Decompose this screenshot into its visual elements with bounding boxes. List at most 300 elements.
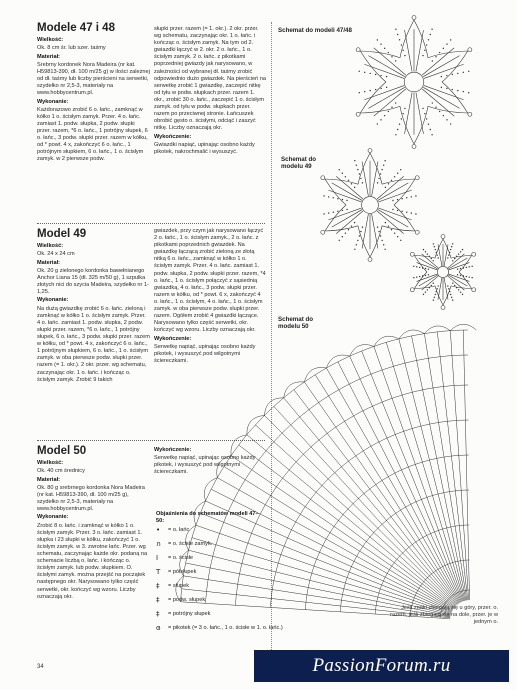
- chain-dot: [359, 173, 360, 174]
- chain-dot: [406, 212, 407, 213]
- size-label: Wielkość:: [37, 243, 64, 249]
- chain-dot: [415, 195, 416, 196]
- chain-dot: [433, 243, 434, 244]
- chain-dot: [450, 39, 451, 40]
- single-crochet-icon: I: [156, 554, 159, 562]
- chain-dot: [357, 169, 358, 170]
- star-point: [428, 82, 468, 113]
- chain-dot: [354, 249, 355, 250]
- chain-dot: [380, 75, 381, 76]
- chain-dot: [457, 268, 458, 269]
- chain-dot: [413, 277, 414, 278]
- chain-dot: [377, 182, 378, 183]
- chain-dot: [447, 257, 448, 258]
- stitch-line: [424, 334, 466, 601]
- chain-dot: [450, 294, 451, 295]
- stitch-line: [444, 278, 448, 300]
- chain-dot: [422, 108, 423, 109]
- stitch-line: [364, 86, 404, 100]
- chain-dot: [399, 124, 400, 125]
- chain-dot: [419, 276, 420, 277]
- site-watermark: PassionForum.ru: [254, 650, 509, 682]
- chain-dot: [434, 297, 435, 298]
- chain-dot: [401, 211, 402, 212]
- chain-dot: [430, 34, 431, 35]
- chain-dot: [431, 258, 432, 259]
- chain-dot: [452, 282, 453, 283]
- chain-dot: [397, 129, 398, 130]
- stitch-line: [294, 390, 458, 604]
- chain-dot: [446, 88, 447, 89]
- chain-dot: [380, 119, 381, 120]
- chain-dot: [426, 118, 427, 119]
- chain-dot: [402, 113, 403, 114]
- chain-dot: [437, 257, 438, 258]
- stitch-line: [379, 208, 412, 220]
- chain-dot: [439, 52, 440, 53]
- chain-dot: [356, 164, 357, 165]
- chain-dot: [422, 267, 423, 268]
- chain-dot: [402, 50, 403, 51]
- chain-dot: [411, 212, 412, 213]
- chain-dot: [328, 212, 329, 213]
- chain-dot: [362, 226, 363, 227]
- chain-dot: [462, 249, 463, 250]
- picot: [472, 252, 476, 256]
- stitch-line: [362, 214, 368, 249]
- stitch-line: [196, 525, 451, 613]
- legend-text: = słupek: [168, 583, 189, 589]
- chain-dot: [452, 260, 453, 261]
- chain-dot: [437, 288, 438, 289]
- work-label: Wykonanie:: [37, 514, 69, 521]
- legend-text: = o. ścisłe: [168, 555, 194, 561]
- stitch-line: [350, 356, 462, 602]
- chain-dot: [395, 102, 396, 103]
- chain-dot: [460, 251, 461, 252]
- chain-dot: [346, 200, 347, 201]
- chain-dot: [384, 48, 385, 49]
- stitch-line: [264, 415, 455, 605]
- chain-dot: [437, 285, 438, 286]
- chain-dot: [452, 89, 453, 90]
- chain-dot: [425, 268, 426, 269]
- chain-dot: [432, 60, 433, 61]
- chain-dot: [342, 199, 343, 200]
- chain-dot: [359, 92, 360, 93]
- chain-dot: [388, 111, 389, 112]
- stitch-line: [372, 214, 378, 249]
- chain-dot: [354, 187, 355, 188]
- stitch-line: [372, 162, 378, 197]
- chain-dot: [462, 294, 463, 295]
- chain-dot: [381, 169, 382, 170]
- stitch-line: [405, 92, 413, 133]
- treble-crochet-icon: ‡: [156, 596, 160, 604]
- stitch-line: [450, 331, 468, 600]
- chain-dot: [443, 115, 444, 116]
- chain-dot: [457, 73, 458, 74]
- chain-dot: [400, 240, 401, 241]
- chain-dot: [384, 115, 385, 116]
- chain-dot: [342, 173, 343, 174]
- chain-dot: [446, 119, 447, 120]
- chain-dot: [380, 43, 381, 44]
- chain-dot: [427, 289, 428, 290]
- size-text: Ok. 8 cm śr. lub szer. taśmy: [37, 45, 106, 52]
- chain-dot: [337, 211, 338, 212]
- chain-dot: [463, 275, 464, 276]
- stitch-line: [362, 351, 463, 601]
- chain-dot: [446, 75, 447, 76]
- chain-dot: [451, 297, 452, 298]
- work-label: Wykonanie:: [37, 98, 69, 105]
- chain-dot: [441, 76, 442, 77]
- chain-dot: [342, 210, 343, 211]
- chain-dot: [432, 102, 433, 103]
- chain-dot: [397, 210, 398, 211]
- chain-dot: [423, 249, 424, 250]
- stitch-line: [284, 398, 458, 605]
- chain-dot: [397, 236, 398, 237]
- star-point: [451, 272, 472, 289]
- chain-dot: [463, 72, 464, 73]
- chain-dot: [362, 182, 363, 183]
- chain-dot: [360, 231, 361, 232]
- finish-text: Serwetkę napiąć, upinając osobno każdy pikotek, i wysuszyć pod wilgotnymi ściereczkami.: [154, 455, 256, 476]
- chain-dot: [471, 266, 472, 267]
- chain-dot: [416, 266, 417, 267]
- section-title: Model 50: [37, 445, 87, 457]
- chain-dot: [375, 74, 376, 75]
- star-point: [428, 51, 468, 82]
- star-point: [360, 51, 400, 82]
- work-text: Każdorazowo zrobić 6 o. łańc., zamknąć w kółko 1 o. ścisłym zamyk. Przer. 4 o. łańc. zamiast 1. podw. słupka, 2 podw. słupki przer. razem, *6 o. łańc., 1 potrójny słupek, 6 o. łańc., 3 podw. słupki przer. razem w kółku, od * powt. 4 x, zakończyć 6 o. łańc., 1 potrójnym słupkiem, 6 o. łańc., 1 o. ścisłym zamyk. w 2 pierwsze podw.: [37, 106, 148, 163]
- chain-dot: [388, 52, 389, 53]
- chain-dot: [345, 233, 346, 234]
- chain-dot: [450, 123, 451, 124]
- chain-dot: [348, 180, 349, 181]
- chain-dot: [435, 294, 436, 295]
- picot: [441, 306, 445, 310]
- chain-dot: [404, 55, 405, 56]
- chain-dot: [433, 260, 434, 261]
- chain-dot: [406, 197, 407, 198]
- chain-dot: [359, 235, 360, 236]
- chain-stitch-icon: •: [156, 526, 161, 534]
- half-double-icon: T: [156, 568, 161, 576]
- chain-dot: [356, 244, 357, 245]
- stitch-line: [417, 274, 438, 281]
- star-point: [382, 205, 415, 231]
- chain-dot: [411, 196, 412, 197]
- stitch-line: [362, 162, 368, 197]
- chain-dot: [391, 180, 392, 181]
- material-label: Materiał:: [37, 53, 61, 60]
- chain-dot: [422, 55, 423, 56]
- chain-dot: [401, 44, 402, 45]
- chain-dot: [466, 276, 467, 277]
- scallop: [450, 324, 476, 330]
- chain-dot: [451, 246, 452, 247]
- stitch-line: [379, 190, 412, 202]
- stitch-line: [449, 263, 470, 270]
- center-ring: [362, 197, 379, 214]
- finish-text: Gwiazdki napiąć, upinając osobno każdy pikotek, nakrochmalić i wysuszyć.: [154, 141, 255, 155]
- chain-dot: [380, 88, 381, 89]
- size-label: Wielkość:: [37, 37, 64, 43]
- chain-dot: [468, 92, 469, 93]
- picot: [356, 112, 360, 116]
- star-point: [360, 82, 400, 113]
- chain-dot: [401, 118, 402, 119]
- chain-dot: [431, 134, 432, 135]
- center-ring: [404, 72, 424, 92]
- chain-dot: [346, 209, 347, 210]
- chain-dot: [345, 176, 346, 177]
- material-label: Materiał:: [37, 476, 61, 483]
- picot: [410, 288, 414, 292]
- chain-dot: [383, 244, 384, 245]
- chain-dot: [399, 39, 400, 40]
- chain-dot: [429, 287, 430, 288]
- chain-dot: [436, 252, 437, 253]
- chain-dot: [357, 240, 358, 241]
- chain-dot: [469, 276, 470, 277]
- stitch-line: [315, 375, 459, 603]
- chain-dot: [391, 56, 392, 57]
- chain-dot: [354, 160, 355, 161]
- size-text: Ok. 24 x 24 cm: [37, 251, 75, 258]
- stitch-line: [399, 339, 465, 601]
- chain-dot: [424, 113, 425, 114]
- chain-dot: [437, 254, 438, 255]
- chain-dot: [392, 209, 393, 210]
- star-point: [414, 256, 435, 273]
- star-diagram-49-small: [410, 235, 475, 310]
- stitch-line: [412, 336, 466, 600]
- star-point: [451, 256, 472, 273]
- work-text: Na dużą gwiazdkę zrobić 6 o. łańc. zieloną i zamknąć w kółko 1 o. ścisłym zamyk. Przer. 4 o. łańc. zamiast 1. podw. słupka, 2 podw. słupki przer. razem, *6 o. łańc., 1 potrójny słupek, 6 o. łańc., 3 podw. słupki przer. razem w kółku, od * powt. 4 x, zakończyć 6 o. łańc., 1 potrójnym słupkiem, 6 o. łańc., 1 o. ścisłym zamyk. w oba pierwsze podw. słupki przer. razem (= 1. okr.). 2 okr. przer. wg schematu, zaczynając okr. 1 o. łańc. i kończąc o. ścisłym zamyk. Zrobić 9 takich: [37, 305, 150, 383]
- stitch-line: [417, 263, 438, 270]
- picot: [415, 176, 419, 180]
- chain-dot: [428, 274, 429, 275]
- picot: [368, 258, 372, 262]
- chain-dot: [456, 287, 457, 288]
- chain-dot: [428, 268, 429, 269]
- chain-dot: [323, 195, 324, 196]
- legend-text: = o. ścisłe zamyk.: [168, 541, 213, 547]
- stitch-line: [437, 332, 467, 600]
- chain-dot: [384, 249, 385, 250]
- chain-dot: [337, 198, 338, 199]
- chain-dot: [460, 275, 461, 276]
- picot: [410, 252, 414, 256]
- chain-dot: [377, 39, 378, 40]
- finish-label: Wykończenie:: [154, 133, 192, 140]
- stitch-line: [424, 86, 464, 100]
- work-label: Wykonanie:: [37, 297, 69, 304]
- chain-dot: [377, 226, 378, 227]
- chain-dot: [378, 231, 379, 232]
- picot: [472, 288, 476, 292]
- chain-dot: [392, 200, 393, 201]
- stitch-line: [438, 244, 442, 266]
- chain-dot: [394, 233, 395, 234]
- chain-dot: [471, 277, 472, 278]
- chain-dot: [435, 107, 436, 108]
- chain-dot: [342, 236, 343, 237]
- finish-text: Serwetkę napiąć, upinając osobno każdy pikotek, i wysuszyć pod wilgotnymi ściereczkami.: [154, 343, 256, 365]
- chain-dot: [397, 199, 398, 200]
- chain-dot: [364, 91, 365, 92]
- material-text: Srebrny kordonek Nora Madeira (nr kat. H59813-390, dł. 100 m/25 g) w ilości zależnej od dł. taśmy lub liczby pierścieni na serwetki, szydełko nr 2,5-3, materiały na www.hobbycentrum.pl.: [37, 61, 150, 97]
- chain-dot: [364, 72, 365, 73]
- picot: [321, 230, 325, 234]
- schematic-50-title: Schemat do modelu 50: [278, 316, 314, 331]
- schematic-47-48-title: Schemat do modeli 47/48: [278, 27, 352, 34]
- chain-dot: [369, 90, 370, 91]
- chain-dot: [433, 282, 434, 283]
- stitch-line: [416, 92, 424, 133]
- legend-text: = potrójny słupek: [168, 611, 211, 617]
- chain-dot: [415, 213, 416, 214]
- chain-dot: [436, 291, 437, 292]
- chain-dot: [425, 251, 426, 252]
- chain-dot: [394, 176, 395, 177]
- stitch-line: [211, 489, 452, 611]
- chain-dot: [441, 87, 442, 88]
- section-title: Modele 47 i 48: [37, 22, 115, 34]
- picot: [468, 112, 472, 116]
- work-text: Zrobić 8 o. łańc. i zamknąć w kółko 1 o. ścisłym zamyk. Przer. 3 o. łańc. zamiast 1. słupka i 23 słupki w kółku, zakończyć 1 o. ścisłym zamyk. w 3. zwrotne łańc. Przer. wg schematu, zaczynając każde okr. podaną na schemacie liczbą o. łańc. i kończąc o. ścisłym zamyk. lub podw. słupkiem. O. ścisłymi zamyk. można przejść na początek następnego okr. Narysowano tylko część serwetki, okr. kończyć wg wzoru. Liczby oznaczają okr.: [37, 522, 148, 600]
- chain-dot: [428, 39, 429, 40]
- chain-dot: [430, 129, 431, 130]
- stitch-line: [338, 362, 461, 602]
- chain-dot: [395, 29, 396, 30]
- star-point: [325, 179, 358, 205]
- chain-dot: [457, 274, 458, 275]
- section-title: Model 49: [37, 228, 87, 240]
- chain-dot: [339, 240, 340, 241]
- chain-dot: [427, 253, 428, 254]
- picot: [412, 16, 416, 20]
- chain-dot: [400, 169, 401, 170]
- finish-label: Wykończenie:: [154, 447, 192, 453]
- picot-icon: ɞ: [156, 624, 161, 632]
- chain-dot: [413, 266, 414, 267]
- chain-dot: [429, 256, 430, 257]
- chain-dot: [466, 267, 467, 268]
- chain-dot: [435, 249, 436, 250]
- stitch-line: [463, 330, 469, 600]
- chain-dot: [422, 275, 423, 276]
- star-point: [325, 205, 358, 231]
- chain-dot: [391, 229, 392, 230]
- size-text: Ok. 40 cm średnicy: [37, 468, 85, 475]
- chain-dot: [458, 289, 459, 290]
- stitch-line: [328, 190, 361, 202]
- chain-dot: [463, 267, 464, 268]
- chain-dot: [397, 173, 398, 174]
- chain-dot: [386, 76, 387, 77]
- chain-dot: [428, 124, 429, 125]
- center-ring: [437, 266, 448, 277]
- material-label: Materiał:: [37, 259, 61, 266]
- chain-dot: [359, 71, 360, 72]
- stitch-line: [255, 425, 455, 607]
- chain-dot: [348, 229, 349, 230]
- legend-title: Objaśnienia do schematów modeli 47–50:: [156, 511, 259, 524]
- chain-dot: [351, 225, 352, 226]
- finish-label: Wykończenie:: [154, 335, 192, 342]
- chain-dot: [450, 249, 451, 250]
- chain-dot: [395, 60, 396, 61]
- chain-dot: [454, 285, 455, 286]
- legend-text: = pikotek (= 3 o. łańc., 1 o. ścisłe w 1. o. łańc.): [168, 625, 283, 631]
- chain-dot: [460, 291, 461, 292]
- picot: [368, 149, 372, 153]
- schematic-49-title: Schemat do modelu 49: [281, 156, 317, 171]
- chain-dot: [456, 256, 457, 257]
- chain-dot: [468, 71, 469, 72]
- chain-dot: [435, 56, 436, 57]
- stitch-line: [438, 278, 442, 300]
- chain-dot: [425, 291, 426, 292]
- picot: [412, 145, 416, 149]
- chain-dot: [385, 222, 386, 223]
- chain-dot: [339, 169, 340, 170]
- chain-dot: [378, 178, 379, 179]
- chain-dot: [397, 34, 398, 35]
- stitch-line: [444, 244, 448, 266]
- chain-dot: [460, 268, 461, 269]
- chain-dot: [333, 212, 334, 213]
- chain-dot: [419, 267, 420, 268]
- picot: [356, 48, 360, 52]
- chain-dot: [449, 291, 450, 292]
- chain-dot: [385, 187, 386, 188]
- chain-dot: [333, 197, 334, 198]
- chain-dot: [384, 160, 385, 161]
- chain-dot: [469, 266, 470, 267]
- chain-dot: [434, 246, 435, 247]
- chain-dot: [447, 285, 448, 286]
- chain-dot: [452, 299, 453, 300]
- triple-treble-icon: ‡: [156, 610, 160, 618]
- chain-dot: [458, 253, 459, 254]
- picot: [415, 230, 419, 234]
- chain-dot: [383, 164, 384, 165]
- chain-dot: [388, 225, 389, 226]
- double-crochet-icon: ‡: [156, 582, 160, 590]
- slip-stitch-icon: ∩: [156, 540, 162, 548]
- chain-dot: [323, 213, 324, 214]
- chain-dot: [416, 276, 417, 277]
- chain-dot: [449, 252, 450, 253]
- chain-dot: [381, 240, 382, 241]
- chain-dot: [369, 73, 370, 74]
- chain-dot: [454, 258, 455, 259]
- chain-dot: [375, 89, 376, 90]
- chain-dot: [443, 48, 444, 49]
- star-point: [414, 272, 435, 289]
- chain-dot: [360, 178, 361, 179]
- chain-dot: [426, 44, 427, 45]
- chain-dot: [354, 222, 355, 223]
- chain-dot: [431, 285, 432, 286]
- diagram-note: Jeśli znaki zbiegają się u góry, przer. o. razem, jeśli zbiegają się na dole, przer. je w jednym o.: [390, 605, 498, 625]
